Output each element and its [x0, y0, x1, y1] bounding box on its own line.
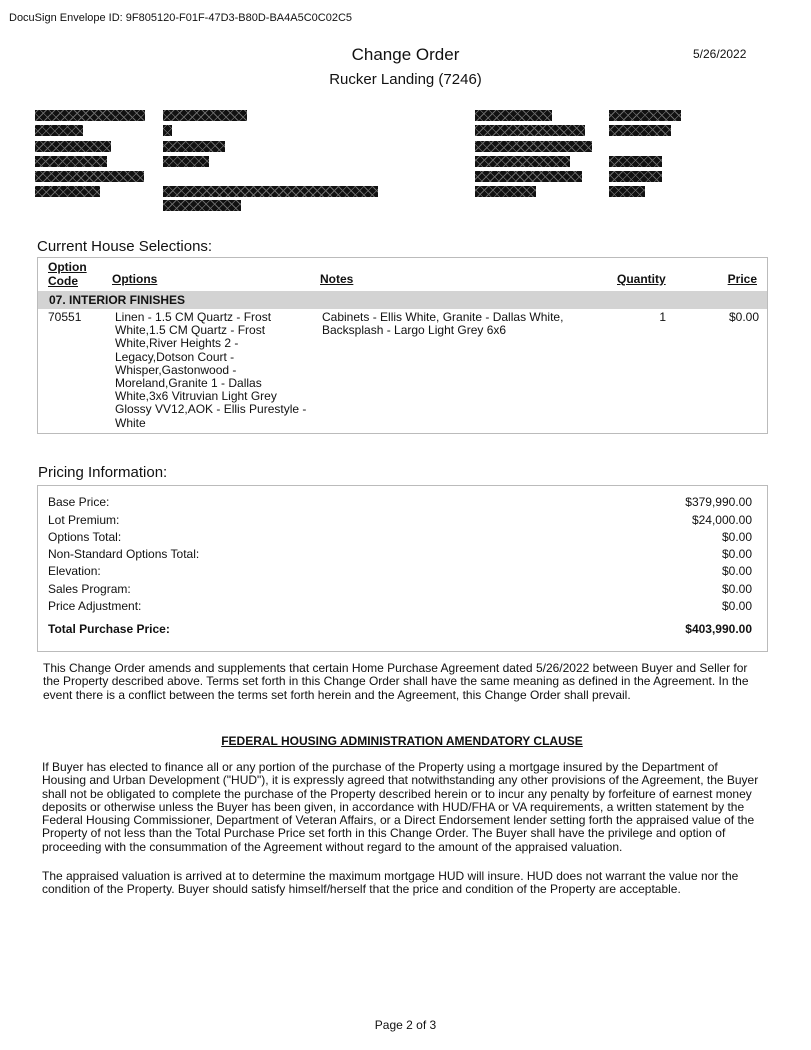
- price-row-adjustment: [48, 599, 752, 616]
- price-row-total: [48, 622, 752, 639]
- price-row-sales-program: [48, 582, 752, 599]
- price-label: Sales Program:: [48, 582, 131, 596]
- redaction-bar: [35, 186, 100, 197]
- redaction-bar: [609, 110, 681, 121]
- fha-clause-title: FEDERAL HOUSING ADMINISTRATION AMENDATORY CLAUSE: [221, 734, 583, 748]
- price-value: $379,990.00: [685, 495, 752, 509]
- column-header-options: Options: [112, 272, 158, 286]
- price-row-options-total: [48, 530, 752, 547]
- price-row-non-standard: [48, 547, 752, 564]
- price-value: $0.00: [721, 547, 752, 561]
- price-row-base: [48, 495, 752, 512]
- redaction-bar: [163, 200, 241, 211]
- redaction-bar: [609, 156, 662, 167]
- page-title: Change Order: [351, 45, 460, 64]
- price-label: Lot Premium:: [48, 513, 120, 527]
- price-label: Elevation:: [48, 564, 101, 578]
- redaction-bar: [163, 141, 225, 152]
- redaction-bar: [475, 171, 582, 182]
- category-row: 07. INTERIOR FINISHES: [38, 291, 767, 309]
- community-name: Rucker Landing (7246): [329, 71, 482, 88]
- amendment-paragraph: This Change Order amends and supplements that certain Home Purchase Agreement dated 5/26/2022 between Buyer and Seller for the Property described above. Terms set forth in this Change Order shall have the same meaning as defined in the Agreement. In the event there is a conflict between the terms set forth herein and the Agreement, this Change Order shall prevail.: [43, 661, 749, 702]
- price-row-elevation: [48, 564, 752, 581]
- column-header-quantity: Quantity: [617, 272, 666, 286]
- redaction-bar: [475, 156, 570, 167]
- price-row-lot-premium: [48, 513, 752, 530]
- pricing-heading: Pricing Information:: [38, 464, 168, 481]
- redaction-bar: [475, 186, 536, 197]
- redaction-bar: [475, 141, 592, 152]
- total-price-label: Total Purchase Price:: [48, 622, 170, 636]
- redaction-bar: [475, 125, 585, 136]
- quantity-cell: 1: [659, 310, 666, 324]
- redaction-bar: [163, 110, 247, 121]
- redaction-bar: [35, 171, 144, 182]
- column-header-price: Price: [727, 272, 757, 286]
- redaction-bar: [609, 186, 645, 197]
- page-number: Page 2 of 3: [374, 1018, 437, 1032]
- selections-heading: Current House Selections:: [37, 238, 213, 255]
- total-price-value: $403,990.00: [685, 622, 752, 636]
- redaction-bar: [163, 156, 209, 167]
- redaction-bar: [609, 125, 671, 136]
- redaction-bar: [163, 186, 378, 197]
- price-label: Options Total:: [48, 530, 122, 544]
- redaction-bar: [609, 171, 662, 182]
- column-header-notes: Notes: [320, 272, 354, 286]
- redaction-bar: [163, 125, 172, 136]
- envelope-id: DocuSign Envelope ID: 9F805120-F01F-47D3-B80D-BA4A5C0C02C5: [9, 12, 353, 24]
- fha-paragraph-1: If Buyer has elected to finance all or any portion of the purchase of the Property using a mortgage insured by the Department of Housing and Urban Development ("HUD"), it is expressly agreed that notwithstanding any other provisions of the Agreement, the Buyer shall not be obligated to complete the purchase of the Property described herein or to incur any penalty by forfeiture of earnest money deposits or otherwise unless the Buyer has been given, in accordance with HUD/FHA or VA requirements, a written statement by the Federal Housing Commissioner, Department of Veteran Affairs, or a Direct Endorsement lender setting forth the appraised value of the Property of not less than the Total Purchase Price set forth in this Change Order. The Buyer shall have the privilege and option of proceeding with the consummation of the Agreement without regard to the amount of the appraised valuation.: [42, 760, 759, 854]
- price-value: $0.00: [721, 564, 752, 578]
- options-cell: Linen - 1.5 CM Quartz - Frost White,1.5 CM Quartz - Frost White,River Heights 2 - Legacy,Dotson Court - Whisper,Gastonwood - Moreland,Granite 1 - Dallas White,3x6 Vitruvian Light Grey Glossy VV12,AOK - Ellis Purestyle - White: [115, 310, 307, 430]
- redaction-bar: [35, 156, 107, 167]
- redaction-bar: [35, 110, 145, 121]
- redaction-bar: [475, 110, 552, 121]
- notes-cell: Cabinets - Ellis White, Granite - Dallas White, Backsplash - Largo Light Grey 6x6: [322, 310, 564, 338]
- column-header-option-code: Option Code: [48, 260, 87, 288]
- price-label: Base Price:: [48, 495, 110, 509]
- price-value: $0.00: [721, 530, 752, 544]
- redaction-bar: [35, 141, 111, 152]
- document-date: 5/26/2022: [693, 47, 747, 61]
- price-value: $0.00: [721, 582, 752, 596]
- option-code-cell: 70551: [48, 310, 82, 324]
- price-value: $24,000.00: [691, 513, 752, 527]
- price-value: $0.00: [721, 599, 752, 613]
- price-label: Price Adjustment:: [48, 599, 142, 613]
- price-cell: $0.00: [728, 310, 759, 324]
- redaction-bar: [35, 125, 83, 136]
- price-label: Non-Standard Options Total:: [48, 547, 200, 561]
- fha-paragraph-2: The appraised valuation is arrived at to determine the maximum mortgage HUD will insure. HUD does not warrant the value nor the condition of the Property. Buyer should satisfy himself/herself that the price and condition of the Property are acceptable.: [42, 869, 739, 897]
